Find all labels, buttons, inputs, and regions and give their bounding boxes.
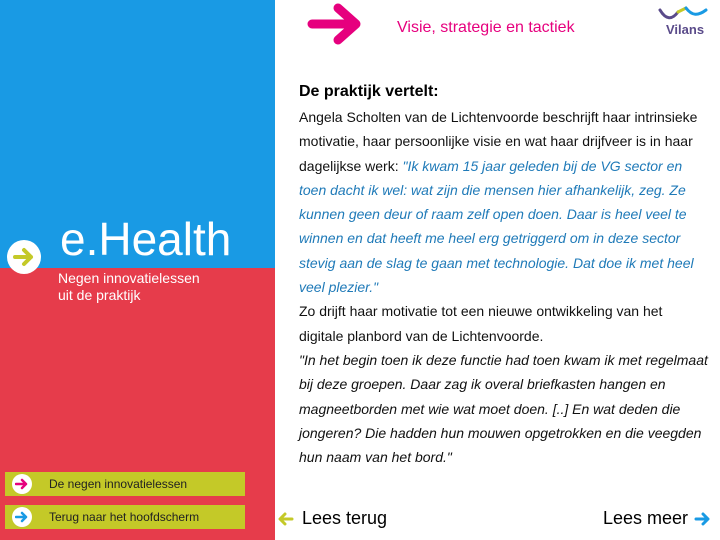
body-text [299, 105, 709, 469]
page-subtitle: Negen innovatielessen uit de praktijk [58, 270, 200, 303]
header-arrow-icon [306, 0, 366, 53]
nav-button-label: Terug naar het hoofdscherm [49, 510, 200, 524]
logo-text: Vilans [666, 22, 705, 37]
brand-arrow-icon [7, 240, 41, 274]
right-arrow-icon [694, 512, 710, 526]
lees-meer-label: Lees meer [603, 508, 689, 528]
header-title: Visie, strategie en tactiek [397, 19, 575, 36]
lees-terug-label: Lees terug [302, 508, 388, 528]
quote-text-2: "In het begin toen ik deze functie had toen kwam ik met regelmaat bij deze groepen. Daar zag ik overal briefkasten hangen en magneetborden met wie wat moet doen. [..] En wat deden die jongeren? Die hadden hun mouwen opgetrokken en die veegden hun naam van het bord." [299, 351, 708, 466]
right-arrow-icon [12, 474, 32, 494]
left-arrow-icon [278, 512, 294, 526]
lees-terug-button[interactable] [278, 508, 387, 529]
page-title: e.Health [60, 213, 232, 265]
nav-button-innovatielessen[interactable] [5, 472, 245, 496]
section-heading: De praktijk vertelt: [299, 83, 439, 100]
left-panel-red [0, 268, 275, 540]
lees-meer-button[interactable] [603, 508, 710, 529]
nav-button-label: De negen innovatielessen [49, 477, 188, 491]
quote-text: "Ik kwam 15 jaar geleden bij de VG sector en toen dacht ik wel: wat zijn die mensen hier afhankelijk, zeg. Ze kunnen geen deur of raam zelf open doen. Daar is heel veel te winnen en dat heeft me heel erg getriggerd om in deze sector stevig aan de slag te gaan met technologie. Dat doe ik met heel veel plezier." [299, 157, 694, 296]
intro-text: Angela Scholten van de Lichtenvoorde beschrijft haar intrinsieke motivatie, haar persoonlijke visie en wat haar drijfveer is in haar dagelijkse werk: [299, 109, 698, 174]
middle-text: Zo drijft haar motivatie tot een nieuwe ontwikkeling van het digitale planbord van de Lichtenvoorde. [299, 303, 663, 344]
nav-button-hoofdscherm[interactable] [5, 505, 245, 529]
right-arrow-icon [12, 507, 32, 527]
